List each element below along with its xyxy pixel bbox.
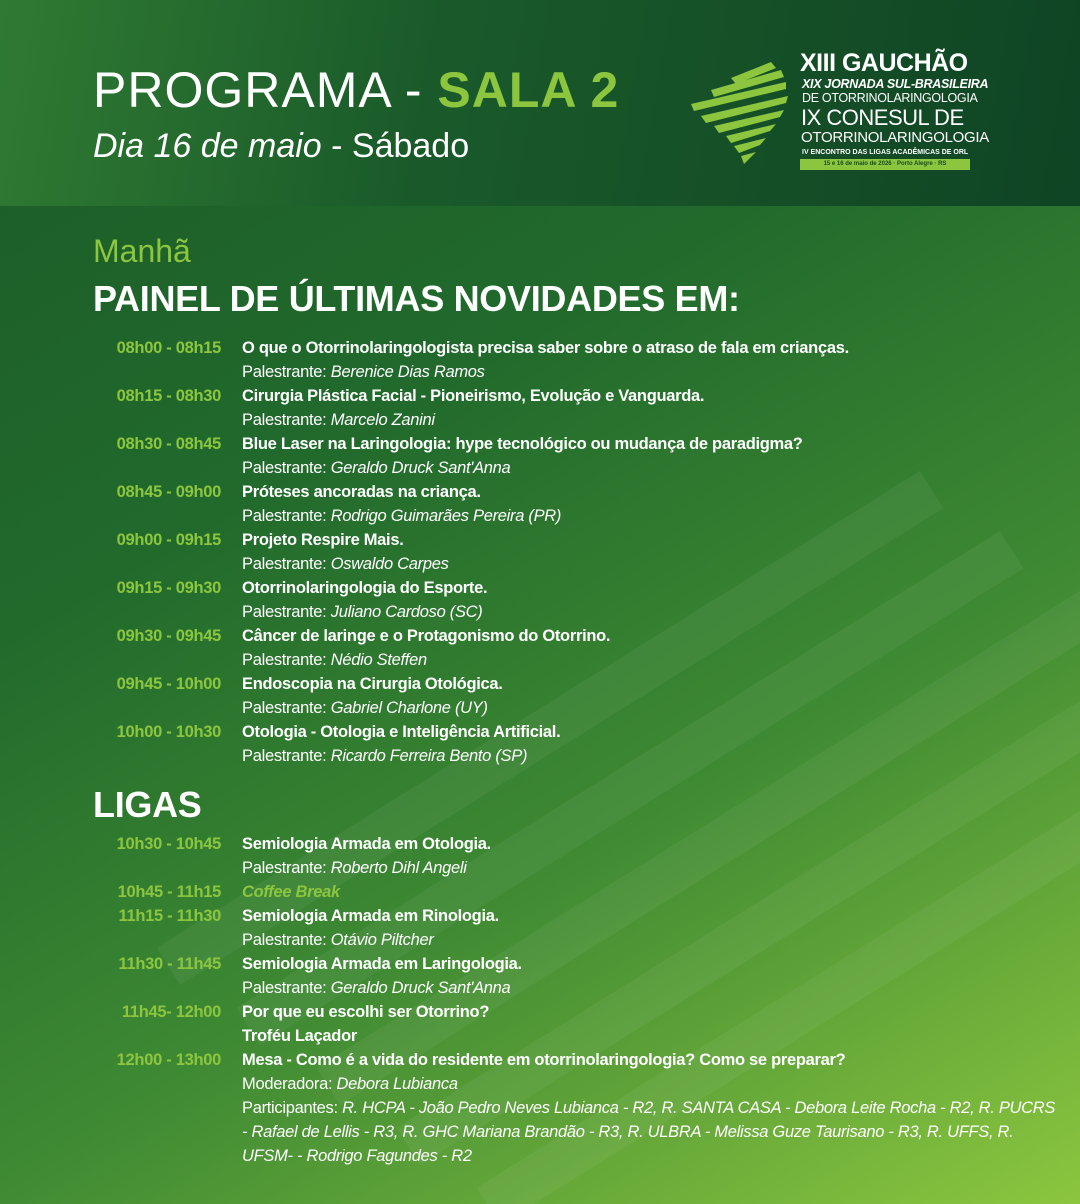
session-details [242, 672, 1058, 720]
schedule-item [0, 904, 1080, 952]
speaker-label: Moderadora: [242, 1075, 337, 1093]
session-title: Otologia - Otologia e Inteligência Artificial. [242, 723, 561, 741]
session-time: 11h30 - 11h45 [118, 955, 221, 973]
speaker-name: Nédio Steffen [330, 651, 427, 669]
session-subtitle: Troféu Laçador [242, 1027, 357, 1045]
logo-line: DE OTORRINOLARINGOLOGIA [802, 91, 978, 105]
speaker-name: Ricardo Ferreira Bento (SP) [330, 747, 528, 765]
logo-line: XIII GAUCHÃO [800, 49, 968, 77]
subtitle-day: - Sábado [321, 127, 470, 165]
schedule-item [0, 336, 1080, 384]
page-title [93, 62, 619, 118]
speaker-label: Palestrante: [242, 931, 331, 949]
session-title: Câncer de laringe e o Protagonismo do Otorrino. [242, 627, 611, 645]
speaker-name: Oswaldo Carpes [330, 555, 449, 573]
session-time: 10h45 - 11h15 [117, 883, 221, 901]
session-details [242, 576, 1058, 624]
session-details [242, 384, 1058, 432]
schedule-item [0, 480, 1080, 528]
schedule-item [0, 528, 1080, 576]
participants-line [242, 1096, 1058, 1168]
session-title: Blue Laser na Laringologia: hype tecnológico ou mudança de paradigma? [242, 435, 803, 453]
session-title: Por que eu escolhi ser Otorrino? [242, 1003, 490, 1021]
schedule-item [0, 384, 1080, 432]
schedule-item [0, 576, 1080, 624]
speaker-name: Juliano Cardoso (SC) [330, 603, 483, 621]
participants-names: R. HCPA - João Pedro Neves Lubianca - R2, R. SANTA CASA - Debora Leite Rocha - R2, R. PUCRS - Rafael de Lellis - R3, R. GHC Mariana Brandão - R3, R. ULBRA - Melissa Guze Taurisano - R3, R. UFFS, R. UFSM- - Rodrigo Fagundes - R2 [242, 1099, 1056, 1165]
logo-line: XIX JORNADA SUL-BRASILEIRA [802, 77, 989, 91]
session-details [242, 952, 1058, 1000]
logo-line: IX CONESUL DE [801, 105, 964, 130]
session-time: 09h00 - 09h15 [116, 531, 221, 549]
session-details [242, 528, 1058, 576]
period-label: Manhã [93, 233, 191, 269]
schedule-item [0, 432, 1080, 480]
speaker-label: Palestrante: [242, 979, 331, 997]
schedule-item [0, 720, 1080, 768]
speaker-line [242, 600, 1058, 624]
session-details [242, 432, 1058, 480]
speaker-line [242, 552, 1058, 576]
session-time: 10h00 - 10h30 [116, 723, 221, 741]
speaker-name: Marcelo Zanini [330, 411, 435, 429]
speaker-line [242, 928, 1058, 952]
session-title: Endoscopia na Cirurgia Otológica. [242, 675, 503, 693]
title-room: SALA 2 [437, 62, 620, 118]
session-title: Coffee Break [242, 883, 340, 901]
session-title: Mesa - Como é a vida do residente em otorrinolaringologia? Como se preparar? [242, 1051, 846, 1069]
session-time: 08h30 - 08h45 [116, 435, 221, 453]
speaker-label: Palestrante: [242, 651, 331, 669]
session-details [242, 832, 1058, 880]
speaker-label: Palestrante: [242, 747, 331, 765]
logo-line: IV ENCONTRO DAS LIGAS ACADÊMICAS DE ORL [802, 149, 969, 156]
schedule-item [0, 952, 1080, 1000]
speaker-line [242, 504, 1058, 528]
schedule-item [0, 672, 1080, 720]
header-banner [0, 0, 1080, 206]
speaker-name: Gabriel Charlone (UY) [330, 699, 488, 717]
session-title: Semiologia Armada em Laringologia. [242, 955, 522, 973]
session-details [242, 336, 1058, 384]
speaker-name: Rodrigo Guimarães Pereira (PR) [330, 507, 562, 525]
session-details [242, 624, 1058, 672]
speaker-label: Palestrante: [242, 363, 331, 381]
speaker-line [242, 1072, 1058, 1096]
schedule-item [0, 1048, 1080, 1168]
session-details [242, 880, 1058, 904]
state-map-stripes-icon [686, 60, 798, 170]
session-details [242, 1000, 1058, 1048]
session-title: Semiologia Armada em Rinologia. [242, 907, 499, 925]
speaker-label: Palestrante: [242, 411, 331, 429]
session-time: 09h30 - 09h45 [116, 627, 221, 645]
schedule-item [0, 624, 1080, 672]
speaker-line [242, 976, 1058, 1000]
session-time: 09h45 - 10h00 [116, 675, 221, 693]
session-title: Semiologia Armada em Otologia. [242, 835, 491, 853]
speaker-name: Otávio Piltcher [330, 931, 434, 949]
speaker-line [242, 408, 1058, 432]
speaker-line [242, 648, 1058, 672]
session-details [242, 1048, 1058, 1168]
speaker-name: Berenice Dias Ramos [330, 363, 485, 381]
speaker-label: Palestrante: [242, 859, 331, 877]
schedule-list-panel [0, 336, 1080, 768]
speaker-label: Palestrante: [242, 603, 331, 621]
speaker-label: Palestrante: [242, 555, 331, 573]
schedule-item [0, 880, 1080, 904]
section-heading-panel: PAINEL DE ÚLTIMAS NOVIDADES EM: [93, 278, 740, 319]
session-time: 08h15 - 08h30 [116, 387, 221, 405]
event-logo [686, 49, 989, 176]
session-time: 09h15 - 09h30 [116, 579, 221, 597]
speaker-label: Palestrante: [242, 507, 331, 525]
session-time: 11h45- 12h00 [121, 1003, 221, 1021]
speaker-name: Roberto Dihl Angeli [330, 859, 467, 877]
speaker-name: Geraldo Druck Sant'Anna [330, 979, 511, 997]
schedule-list-ligas [0, 832, 1080, 1168]
session-details [242, 480, 1058, 528]
session-title: O que o Otorrinolaringologista precisa saber sobre o atraso de fala em crianças. [242, 339, 849, 357]
participants-label: Participantes: [242, 1099, 343, 1117]
logo-date-bar: 15 e 16 de maio de 2026 · Porto Alegre · RS [800, 159, 970, 170]
session-details [242, 904, 1058, 952]
session-time: 12h00 - 13h00 [116, 1051, 221, 1069]
schedule-item [0, 1000, 1080, 1048]
speaker-name: Debora Lubianca [336, 1075, 458, 1093]
session-details [242, 720, 1058, 768]
schedule-item [0, 832, 1080, 880]
session-title: Próteses ancoradas na criança. [242, 483, 481, 501]
session-title: Cirurgia Plástica Facial - Pioneirismo, Evolução e Vanguarda. [242, 387, 705, 405]
speaker-line [242, 744, 1058, 768]
session-time: 08h00 - 08h15 [116, 339, 221, 357]
title-program: PROGRAMA - [93, 62, 438, 118]
speaker-line [242, 456, 1058, 480]
page-subtitle [93, 126, 469, 166]
speaker-label: Palestrante: [242, 699, 331, 717]
section-heading-ligas: LIGAS [93, 784, 202, 825]
speaker-line [242, 856, 1058, 880]
session-time: 11h15 - 11h30 [118, 907, 221, 925]
session-title: Projeto Respire Mais. [242, 531, 404, 549]
session-time: 10h30 - 10h45 [116, 835, 221, 853]
session-time: 08h45 - 09h00 [116, 483, 221, 501]
speaker-label: Palestrante: [242, 459, 331, 477]
subtitle-date: Dia 16 de maio [93, 127, 322, 165]
speaker-name: Geraldo Druck Sant'Anna [330, 459, 511, 477]
session-title: Otorrinolaringologia do Esporte. [242, 579, 488, 597]
speaker-line [242, 696, 1058, 720]
logo-line: OTORRINOLARINGOLOGIA [801, 129, 989, 146]
speaker-line [242, 360, 1058, 384]
